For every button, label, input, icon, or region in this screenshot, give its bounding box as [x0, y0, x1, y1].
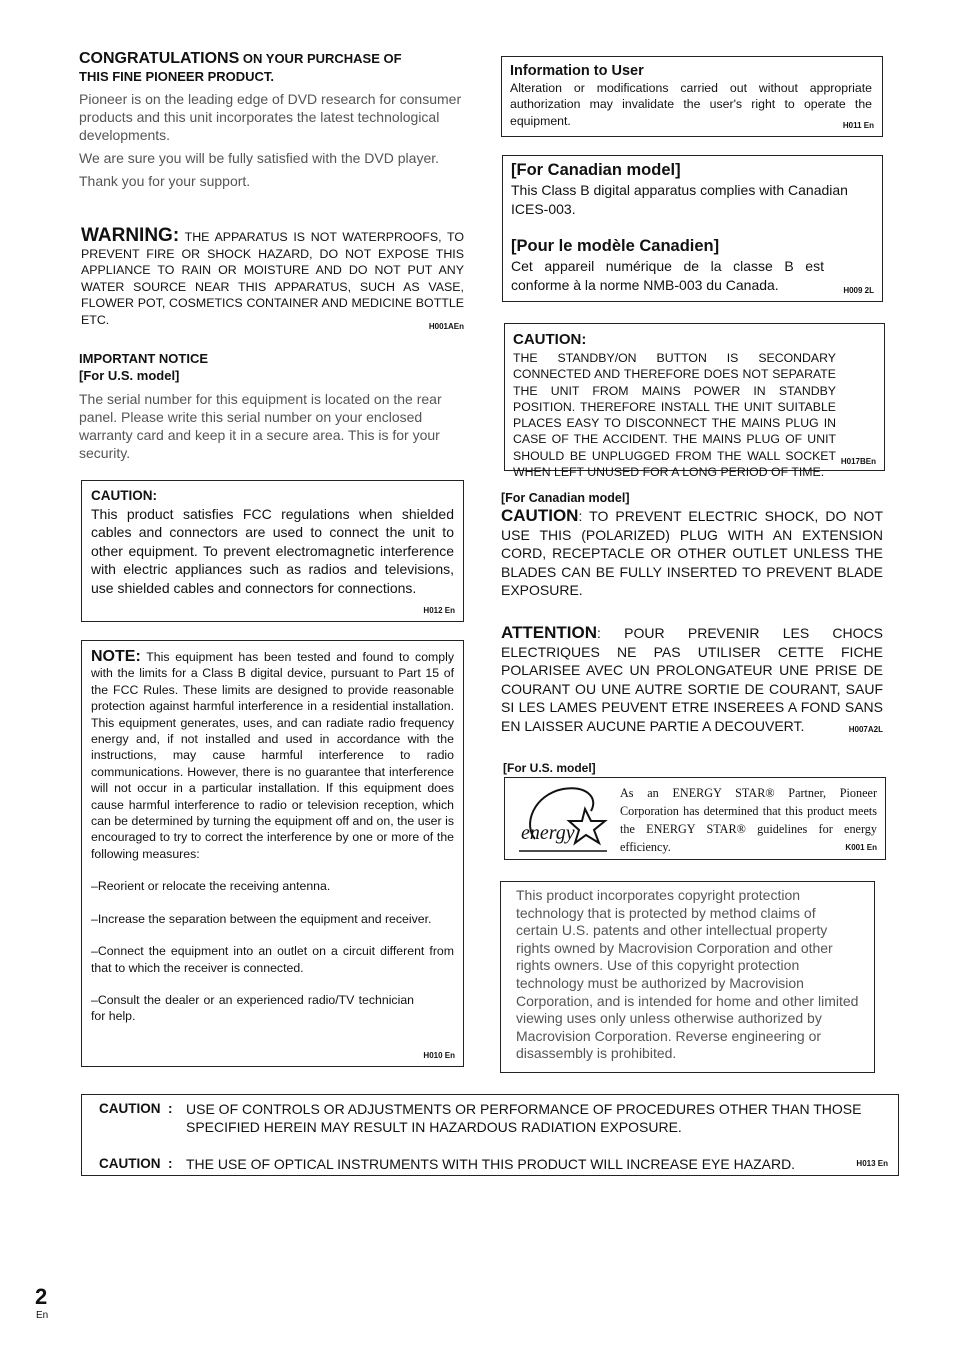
warning-code: H001AEn: [428, 321, 464, 331]
attention-label: ATTENTION: [501, 623, 598, 642]
note-item-2: –Increase the separation between the equipment and receiver.: [91, 911, 432, 926]
important-notice-section: [79, 350, 464, 462]
canadian-caution-section: [501, 490, 883, 600]
note-code: H010 En: [423, 1051, 455, 1060]
canadian-caution-subtitle: [For Canadian model]: [501, 491, 630, 505]
energy-star-logo: [513, 781, 613, 859]
page-number: 2: [35, 1284, 48, 1309]
important-notice-subtitle: [For U.S. model]: [79, 368, 180, 383]
congratulations-section: [79, 50, 464, 190]
info-user-code: H011 En: [842, 121, 874, 130]
info-user-title: Information to User: [510, 63, 644, 79]
energy-star-box: [504, 777, 886, 860]
congrats-paragraph-2: We are sure you will be fully satisfied with the DVD player.: [79, 150, 440, 166]
note-item-3: –Connect the equipment into an outlet on a circuit different from that to which the receiver is connected.: [91, 944, 454, 975]
bottom-caution-label-1: CAUTION :: [99, 1101, 173, 1116]
standby-caution-box: [504, 323, 885, 480]
bottom-caution-text-2: THE USE OF OPTICAL INSTRUMENTS WITH THIS PRODUCT WILL INCREASE EYE HAZARD.: [186, 1156, 796, 1172]
congrats-title: CONGRATULATIONS: [79, 50, 240, 67]
bottom-caution-label-2: CAUTION :: [99, 1156, 173, 1171]
bottom-caution-text-1: USE OF CONTROLS OR ADJUSTMENTS OR PERFORMANCE OF PROCEDURES OTHER THAN THOSE SPECIFIED HEREIN MAY RESULT IN HAZARDOUS RADIATION EXPOSURE.: [186, 1101, 862, 1135]
canadian-caution-label: CAUTION: [501, 506, 579, 525]
fcc-caution-label: CAUTION:: [91, 488, 157, 503]
bottom-caution-code: H013 En: [856, 1159, 888, 1168]
attention-code: H007A2L: [848, 725, 883, 734]
energy-subtitle: [For U.S. model]: [503, 761, 596, 775]
standby-caution-code: H017BEn: [840, 457, 876, 466]
congrats-paragraph-3: Thank you for your support.: [79, 173, 251, 189]
canadian-box: [502, 155, 883, 302]
canadian-title-fr: [Pour le modèle Canadien]: [511, 237, 720, 255]
congrats-title-small: ON YOUR PURCHASE OF: [239, 51, 402, 66]
fcc-caution-text: This product satisfies FCC regulations when shielded cables and connectors are used to connect the unit to other equipment. To prevent electromagnetic interference with electric appliances such as radios and televisions, use shielded cables and connectors for connections.: [91, 506, 454, 596]
warning-label: WARNING:: [81, 225, 180, 246]
congrats-paragraph-1: Pioneer is on the leading edge of DVD research for consumer products and this unit incorporates the latest technological developments.: [79, 91, 462, 143]
energy-star-code: K001 En: [845, 843, 877, 852]
warning-text: THE APPARATUS IS NOT WATERPROOFS, TO PREVENT FIRE OR SHOCK HAZARD, DO NOT EXPOSE THIS APPLIANCE TO RAIN OR MOISTURE AND DO NOT PUT ANY WATER SOURCE NEAR THIS APPARATUS, SUCH AS VASE, FLOWER POT, COSMETICS CONTAINER AND MEDICINE BOTTLE ETC.: [81, 230, 464, 327]
standby-caution-text: THE STANDBY/ON BUTTON IS SECONDARY CONNECTED AND THEREFORE DOES NOT SEPARATE THE UNIT FROM MAINS POWER IN STANDBY POSITION. THEREFORE INSTALL THE UNIT SUITABLE PLACES EASY TO DISCONNECT THE MAINS PLUG IN CASE OF THE ACCIDENT. THE MAINS PLUG OF UNIT SHOULD BE UNPLUGGED FROM THE WALL SOCKET WHEN LEFT UNUSED FOR A LONG PERIOD OF TIME.: [513, 351, 836, 480]
canadian-title-en: [For Canadian model]: [511, 161, 681, 179]
warning-section: [81, 225, 464, 335]
note-box: [81, 640, 464, 1067]
note-item-1: –Reorient or relocate the receiving antenna.: [91, 879, 331, 894]
canadian-caution-paragraph: [501, 507, 883, 600]
standby-caution-label: CAUTION:: [513, 331, 587, 348]
canadian-text-en: This Class B digital apparatus complies with Canadian ICES-003.: [511, 182, 848, 217]
note-text: This equipment has been tested and found to comply with the limits for a Class B digital device, pursuant to Part 15 of the FCC Rules. These limits are designed to provide reasonable protection against harmful interference in a residential installation. This equipment generates, uses, and can radiate radio frequency energy and, if not installed and used in accordance with the instructions, may cause harmful interference to radio communications. However, there is no guarantee that interference will not occur in a particular installation. If this equipment does cause harmful interference to radio or television reception, which can be determined by turning the equipment off and on, the user is encouraged to try to correct the interference by one or more of the following measures:: [91, 650, 454, 861]
congrats-title-small-2: THIS FINE PIONEER PRODUCT.: [79, 69, 275, 84]
canadian-caution-text: : TO PREVENT ELECTRIC SHOCK, DO NOT USE THIS (POLARIZED) PLUG WITH AN EXTENSION CORD, RECEPTACLE OR OTHER OUTLET UNLESS THE BLADES CAN BE FULLY INSERTED TO PREVENT BLADE EXPOSURE.: [501, 508, 883, 598]
macrovision-box: [500, 881, 875, 1073]
attention-paragraph: [501, 624, 883, 735]
info-user-text: Alteration or modifications carried out without appropriate authorization may invalidate the user's right to operate the equipment.: [510, 81, 872, 128]
bottom-caution-box: [81, 1094, 899, 1176]
attention-text: : POUR PREVENIR LES CHOCS ELECTRIQUES NE PAS UTILISER CETTE FICHE POLARISEE AVEC UN PROLONGATEUR UNE PRISE DE COURANT OU UNE AUTRE SORTIE DE COURANT, SAUF SI LES LAMES PEUVENT ETRE INSEREES A FOND SANS EN LAISSER AUCUNE PARTIE A DECOUVERT.: [501, 625, 883, 734]
info-user-box: [501, 56, 883, 137]
important-notice-text: The serial number for this equipment is located on the rear panel. Please write this serial number on your enclosed warranty card and keep it in a secure area. This is for your security.: [79, 391, 442, 461]
note-label: NOTE:: [91, 648, 141, 665]
note-item-4: –Consult the dealer or an experienced radio/TV technician for help.: [91, 992, 414, 1024]
macrovision-text: This product incorporates copyright protection technology that is protected by method claims of certain U.S. patents and other intellectual property rights owned by Macrovision Corporation and other rights owners. Use of this copyright protection technology must be authorized by Macrovision Corporation, and is intended for home and other limited viewing uses only unless otherwise authorized by Macrovision Corporation. Reverse engineering or disassembly is prohibited.: [516, 887, 859, 1062]
svg-text:energy: energy: [521, 822, 575, 844]
canadian-code: H009 2L: [843, 286, 874, 295]
fcc-caution-box: [81, 480, 464, 622]
fcc-caution-code: H012 En: [423, 606, 455, 615]
attention-section: [501, 624, 883, 734]
energy-star-text: As an ENERGY STAR® Partner, Pioneer Corporation has determined that this product meets the ENERGY STAR® guidelines for energy efficiency.: [620, 786, 877, 854]
page-lang: En: [36, 1310, 49, 1321]
note-paragraph: [91, 649, 454, 862]
canadian-text-fr: Cet appareil numérique de la classe B est conforme à la norme NMB-003 du Canada.: [511, 258, 824, 293]
important-notice-title: IMPORTANT NOTICE: [79, 351, 209, 366]
